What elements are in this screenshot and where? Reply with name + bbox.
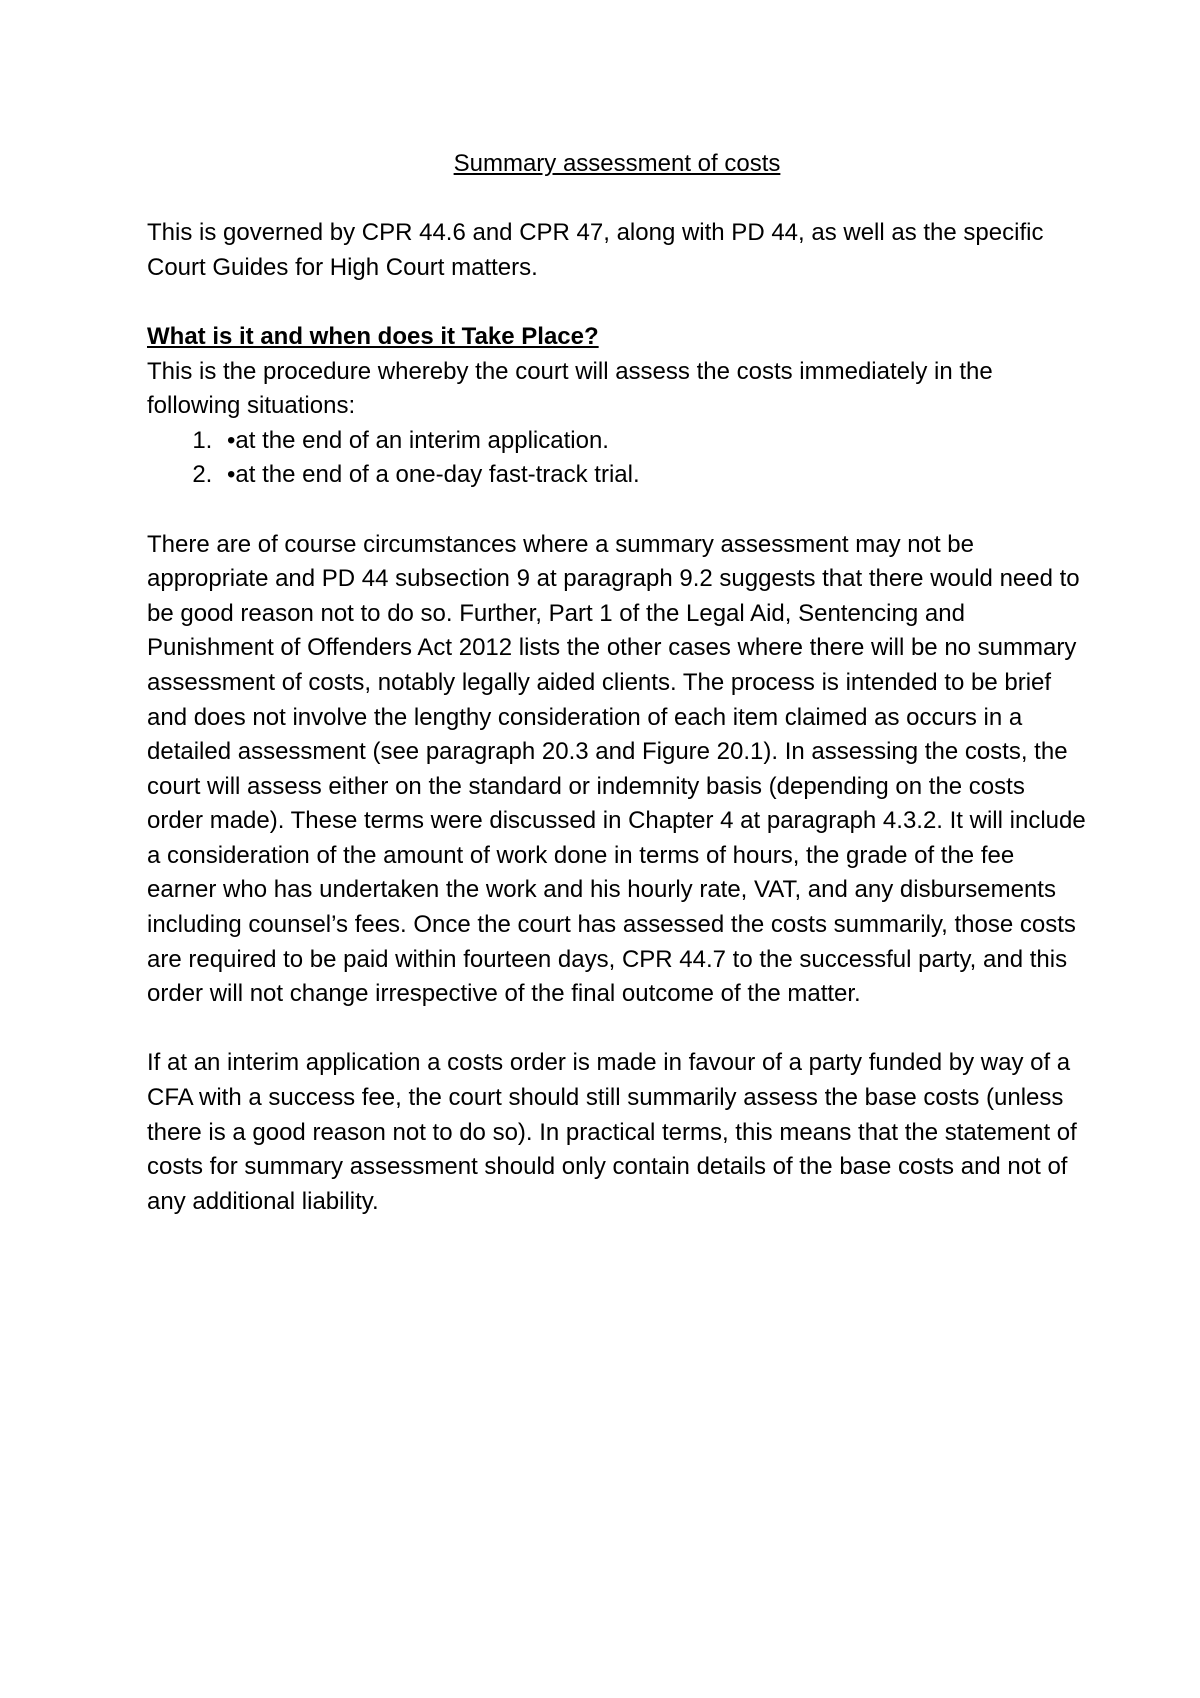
- spacer: [147, 285, 1087, 320]
- body-paragraph-2: If at an interim application a costs order is made in favour of a party funded by way of a CFA with a success fee, the court should still summarily assess the base costs (unless there is a good reason not to do so). In practical terms, this means that the statement of costs for summary assessment should only contain details of the base costs and not of any additional liability.: [147, 1049, 1077, 1215]
- spacer: [147, 493, 1087, 528]
- intro-paragraph: This is governed by CPR 44.6 and CPR 47, along with PD 44, as well as the specific Court Guides for High Court matters.: [147, 219, 1044, 281]
- body-paragraph-1: There are of course circumstances where a summary assessment may not be appropriate and PD 44 subsection 9 at paragraph 9.2 suggests that there would need to be good reason not to do so. Further, Part 1 of the Legal Aid, Sentencing and Punishment of Offenders Act 2012 lists the other cases where there will be no summary assessment of costs, notably legally aided clients. The process is intended to be brief and does not involve the lengthy consideration of each item claimed as occurs in a detailed assessment (see paragraph 20.3 and Figure 20.1). In assessing the costs, the court will assess either on the standard or indemnity basis (depending on the costs order made). These terms were discussed in Chapter 4 at paragraph 4.3.2. It will include a consideration of the amount of work done in terms of hours, the grade of the fee earner who has undertaken the work and his hourly rate, VAT, and any disbursements including counsel’s fees. Once the court has assessed the costs summarily, those costs are required to be paid within fourteen days, CPR 44.7 to the successful party, and this order will not change irrespective of the final outcome of the matter.: [147, 530, 1086, 1008]
- document-title: Summary assessment of costs: [453, 150, 781, 177]
- list-item: 1. •at the end of an interim application.: [219, 424, 1087, 459]
- spacer: [147, 1012, 1087, 1047]
- list-item: 2. •at the end of a one-day fast-track trial.: [219, 458, 1087, 493]
- spacer: [147, 182, 1087, 217]
- situations-list: [147, 424, 1087, 493]
- section-heading: What is it and when does it Take Place?: [147, 322, 599, 350]
- document-body: [147, 147, 1087, 1219]
- section-intro-paragraph: This is the procedure whereby the court will assess the costs immediately in the following situations:: [147, 357, 993, 420]
